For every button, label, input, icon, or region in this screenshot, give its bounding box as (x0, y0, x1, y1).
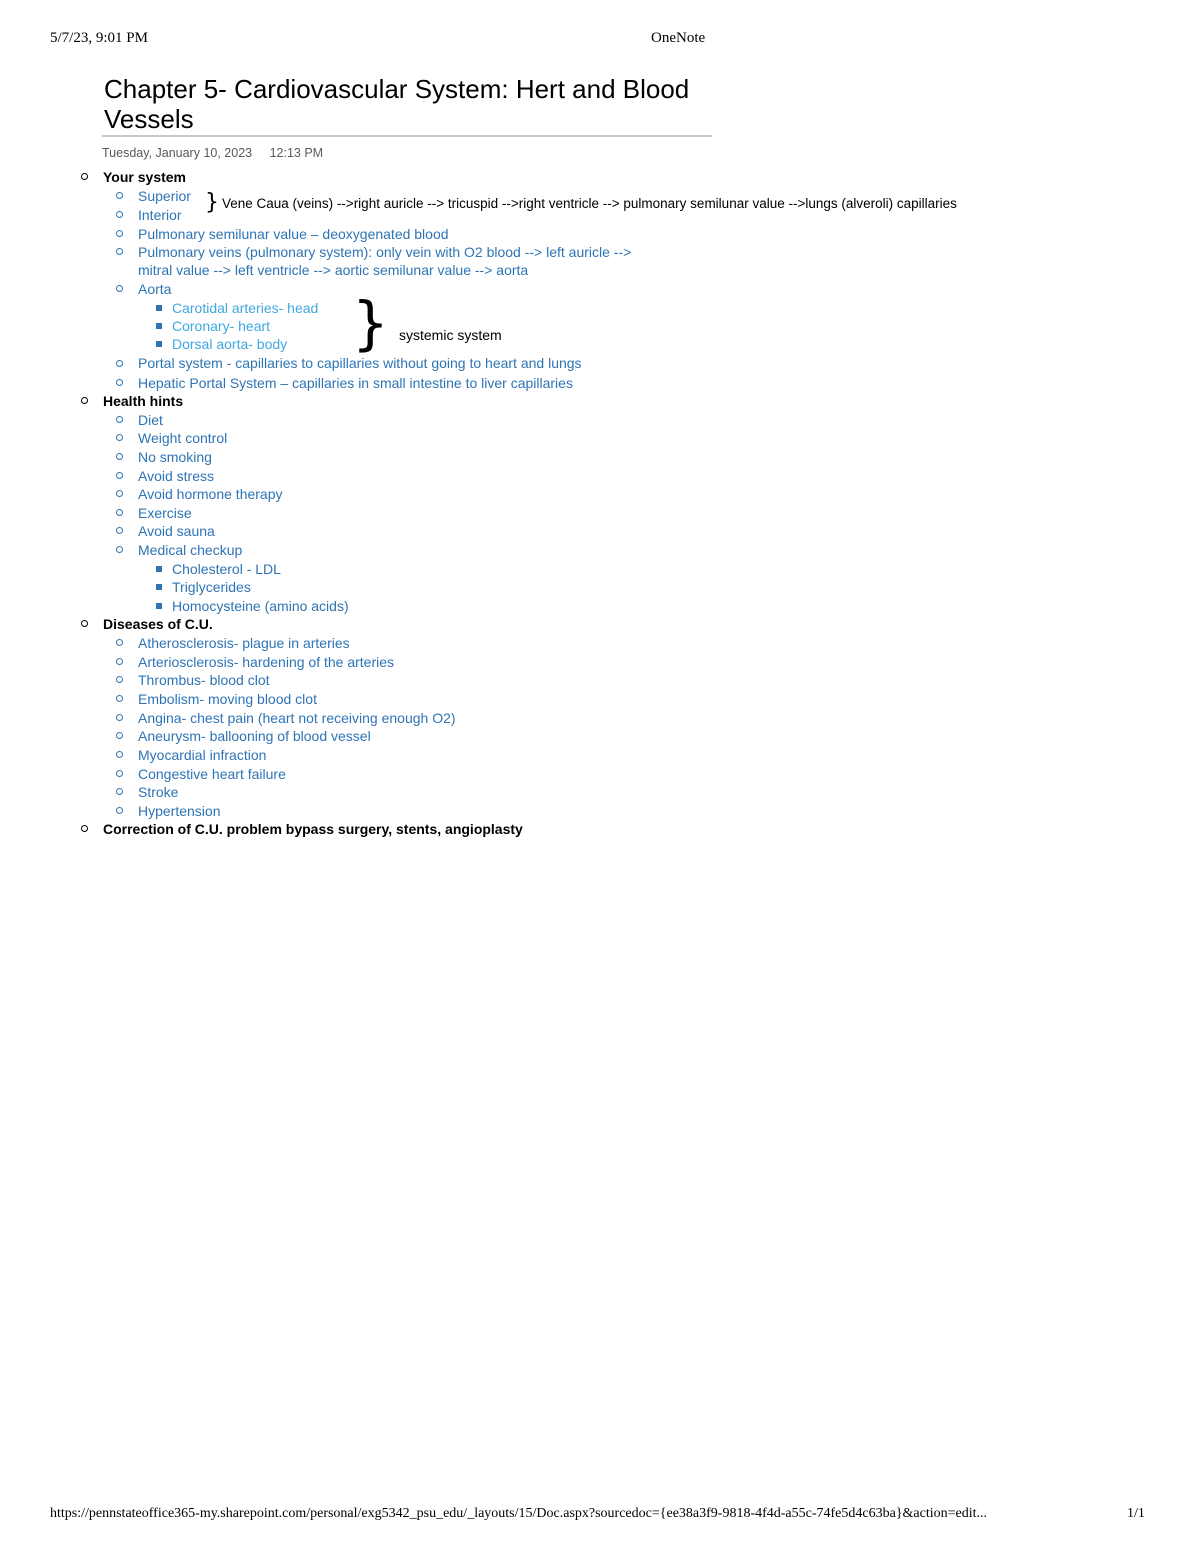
list-item: Thrombus- blood clot (138, 672, 270, 688)
bullet-icon (156, 584, 162, 590)
list-item: Dorsal aorta- body (172, 336, 288, 352)
bullet-icon (81, 397, 88, 404)
bullet-icon (116, 751, 123, 758)
bullet-icon (116, 732, 123, 739)
list-item: Pulmonary veins (pulmonary system): only vein with O2 blood --> left auricle --> (138, 244, 632, 260)
bullet-icon (116, 807, 123, 814)
outline-heading-your-system: Your system (103, 169, 186, 185)
bullet-icon (156, 305, 162, 311)
bullet-icon (116, 230, 123, 237)
bullet-icon (116, 192, 123, 199)
title-divider (102, 135, 712, 137)
bullet-icon (116, 416, 123, 423)
bullet-icon (156, 323, 162, 329)
bullet-icon (116, 490, 123, 497)
page-date: Tuesday, January 10, 2023 (102, 146, 253, 160)
bullet-icon (116, 639, 123, 646)
bullet-icon (81, 620, 88, 627)
list-item: Hepatic Portal System – capillaries in small intestine to liver capillaries (138, 375, 573, 391)
list-item: Pulmonary semilunar value – deoxygenated blood (138, 226, 449, 242)
outline-heading-diseases: Diseases of C.U. (103, 616, 213, 632)
list-item: Portal system - capillaries to capillaries without going to heart and lungs (138, 355, 582, 371)
list-item: Exercise (138, 505, 192, 521)
outline-heading-health-hints: Health hints (103, 393, 184, 409)
list-item: Carotidal arteries- head (172, 300, 319, 316)
bullet-icon (156, 566, 162, 572)
bullet-icon (116, 788, 123, 795)
bullet-icon (116, 453, 123, 460)
bullet-icon (116, 714, 123, 721)
list-item: No smoking (138, 449, 212, 465)
list-item: Myocardial infraction (138, 747, 267, 763)
list-item: Homocysteine (amino acids) (172, 598, 349, 614)
vena-cava-note: Vene Caua (veins) -->right auricle --> tricuspid -->right ventricle --> pulmonary semilunar value -->lungs (alveroli) capillaries (222, 196, 957, 211)
brace-icon: } (352, 289, 389, 357)
list-item: Angina- chest pain (heart not receiving enough O2) (138, 710, 456, 726)
bullet-icon (116, 527, 123, 534)
list-item: Diet (138, 412, 163, 428)
list-item: Weight control (138, 430, 228, 446)
outline-heading-correction: Correction of C.U. problem bypass surgery, stents, angioplasty (103, 821, 523, 837)
list-item: Stroke (138, 784, 179, 800)
list-item: Aorta (138, 281, 172, 297)
bullet-icon (116, 546, 123, 553)
list-item: Aneurysm- ballooning of blood vessel (138, 728, 371, 744)
page-datetime (102, 146, 323, 160)
brace-icon: } (205, 190, 219, 215)
page-title: Chapter 5- Cardiovascular System: Hert and Blood Vessels (104, 74, 690, 134)
list-item: Triglycerides (172, 579, 251, 595)
list-item: Atherosclerosis- plague in arteries (138, 635, 350, 651)
bullet-icon (156, 603, 162, 609)
bullet-icon (116, 472, 123, 479)
list-item: Avoid stress (138, 468, 214, 484)
bullet-icon (116, 434, 123, 441)
bullet-icon (116, 509, 123, 516)
bullet-icon (116, 360, 123, 367)
bullet-icon (116, 248, 123, 255)
list-item: Cholesterol - LDL (172, 561, 281, 577)
print-page-number: 1/1 (1127, 1506, 1145, 1521)
list-item: Avoid sauna (138, 523, 215, 539)
list-item: Hypertension (138, 803, 221, 819)
bullet-icon (116, 770, 123, 777)
list-item: Arteriosclerosis- hardening of the arteries (138, 654, 395, 670)
list-item: Interior (138, 207, 182, 223)
list-item: Coronary- heart (172, 318, 271, 334)
bullet-icon (116, 676, 123, 683)
bullet-icon (81, 825, 88, 832)
bullet-icon (116, 379, 123, 386)
systemic-system-note: systemic system (399, 327, 502, 343)
print-app-name: OneNote (651, 30, 706, 46)
list-item: Superior (138, 188, 191, 204)
bullet-icon (116, 695, 123, 702)
list-item-continuation: mitral value --> left ventricle --> aortic semilunar value --> aorta (138, 262, 529, 278)
bullet-icon (116, 285, 123, 292)
bullet-icon (116, 211, 123, 218)
print-url: https://pennstateoffice365-my.sharepoint.com/personal/exg5342_psu_edu/_layouts/15/Doc.aspx?sourcedoc={ee38a3f9-9818-4f4d-a55c-74fe5d4c63ba}&action=edit... (50, 1506, 988, 1521)
page-time: 12:13 PM (269, 146, 324, 160)
bullet-icon (81, 173, 88, 180)
bullet-icon (116, 658, 123, 665)
list-item: Medical checkup (138, 542, 243, 558)
list-item: Avoid hormone therapy (138, 486, 283, 502)
list-item: Congestive heart failure (138, 766, 286, 782)
bullet-icon (156, 341, 162, 347)
print-datetime: 5/7/23, 9:01 PM (50, 30, 148, 46)
list-item: Embolism- moving blood clot (138, 691, 317, 707)
